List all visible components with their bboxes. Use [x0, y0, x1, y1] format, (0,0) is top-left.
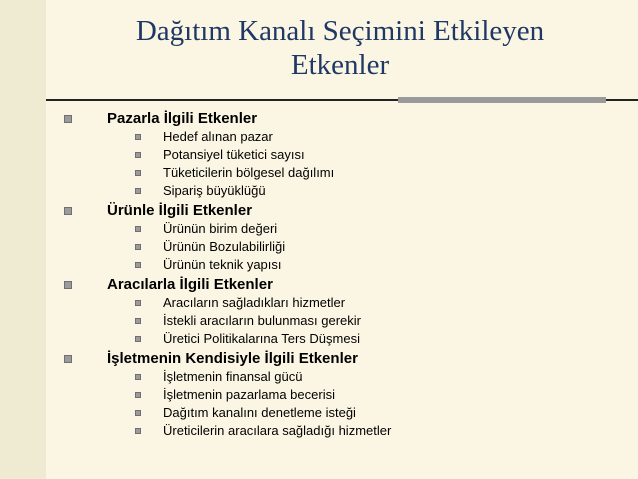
list-item-text: İşletmenin finansal gücü — [163, 369, 303, 384]
list-item-text: Ürünün birim değeri — [163, 221, 278, 236]
list-item-text: Tüketicilerin bölgesel dağılımı — [163, 165, 335, 180]
section-heading: İşletmenin Kendisiyle İlgili Etkenler — [107, 350, 358, 367]
section-heading-row — [0, 349, 638, 368]
section-heading-row — [0, 109, 638, 128]
small-square-bullet-icon — [135, 134, 141, 140]
small-square-bullet-icon — [135, 188, 141, 194]
list-item-text: Ürünün Bozulabilirliği — [163, 239, 286, 254]
list-item — [0, 330, 638, 348]
small-square-bullet-icon — [135, 244, 141, 250]
small-square-bullet-icon — [135, 152, 141, 158]
list-item — [0, 404, 638, 422]
list-item — [0, 128, 638, 146]
list-item-text: İstekli aracıların bulunması gerekir — [163, 313, 361, 328]
list-item — [0, 294, 638, 312]
list-item — [0, 368, 638, 386]
section-heading-row — [0, 275, 638, 294]
small-square-bullet-icon — [135, 410, 141, 416]
list-item-text: Hedef alınan pazar — [163, 129, 273, 144]
list-item — [0, 386, 638, 404]
list-item — [0, 238, 638, 256]
list-item — [0, 422, 638, 440]
list-item-text: Ürünün teknik yapısı — [163, 257, 282, 272]
small-square-bullet-icon — [135, 262, 141, 268]
list-item-text: İşletmenin pazarlama becerisi — [163, 387, 335, 402]
small-square-bullet-icon — [135, 392, 141, 398]
section-heading: Ürünle İlgili Etkenler — [107, 202, 253, 219]
small-square-bullet-icon — [135, 226, 141, 232]
square-bullet-icon — [64, 355, 72, 363]
list-item — [0, 146, 638, 164]
list-item-text: Dağıtım kanalını denetleme isteği — [163, 405, 356, 420]
small-square-bullet-icon — [135, 374, 141, 380]
title-divider-accent — [398, 97, 606, 103]
bullet-list — [0, 108, 638, 440]
list-item-text: Üreticilerin aracılara sağladığı hizmetler — [163, 423, 392, 438]
title-line-1: Dağıtım Kanalı Seçimini Etkileyen — [135, 15, 545, 47]
small-square-bullet-icon — [135, 318, 141, 324]
title-line-2: Etkenler — [290, 49, 390, 81]
small-square-bullet-icon — [135, 428, 141, 434]
list-item — [0, 256, 638, 274]
list-item — [0, 312, 638, 330]
square-bullet-icon — [64, 281, 72, 289]
small-square-bullet-icon — [135, 336, 141, 342]
section-heading-row — [0, 201, 638, 220]
section-heading: Pazarla İlgili Etkenler — [107, 110, 258, 127]
list-item — [0, 220, 638, 238]
section-heading: Aracılarla İlgili Etkenler — [107, 276, 273, 293]
list-item-text: Sipariş büyüklüğü — [163, 183, 266, 198]
list-item-text: Aracıların sağladıkları hizmetler — [163, 295, 346, 310]
square-bullet-icon — [64, 115, 72, 123]
list-item-text: Üretici Politikalarına Ters Düşmesi — [163, 331, 360, 346]
small-square-bullet-icon — [135, 300, 141, 306]
list-item-text: Potansiyel tüketici sayısı — [163, 147, 305, 162]
small-square-bullet-icon — [135, 170, 141, 176]
list-item — [0, 182, 638, 200]
square-bullet-icon — [64, 207, 72, 215]
list-item — [0, 164, 638, 182]
slide-title — [50, 14, 630, 82]
